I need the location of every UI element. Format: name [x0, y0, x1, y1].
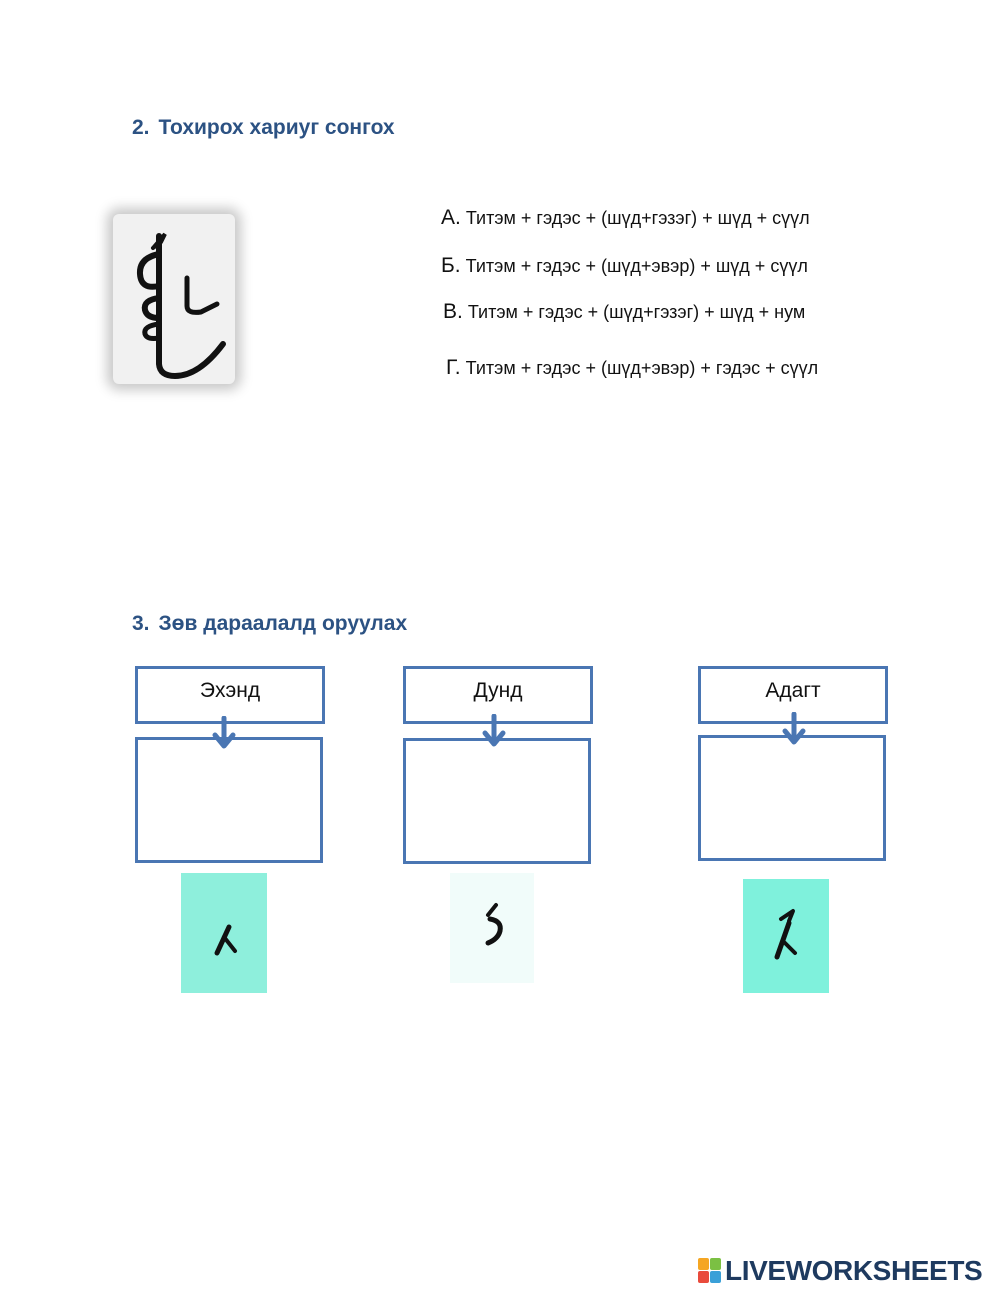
question-3-title — [132, 612, 407, 636]
option-b[interactable] — [441, 254, 808, 278]
arrow-down-icon — [482, 714, 506, 748]
drop-zone-end[interactable] — [698, 735, 886, 861]
label-box-end: Адагт — [698, 666, 888, 724]
question-3-number: 3. — [132, 612, 150, 635]
mongolian-script-word-glyph-icon — [113, 214, 235, 384]
mongolian-letter-variant-1-icon — [181, 873, 267, 993]
option-d-letter: Г. — [446, 356, 461, 379]
arrow-down-icon — [212, 716, 236, 750]
letter-tile-1[interactable] — [181, 873, 267, 993]
option-b-letter: Б. — [441, 254, 461, 277]
option-a-letter: А. — [441, 206, 461, 229]
option-c[interactable] — [443, 300, 805, 324]
option-a[interactable] — [441, 206, 810, 230]
arrow-down-icon — [782, 712, 806, 746]
option-d-text: Титэм + гэдэс + (шүд+эвэр) + гэдэс + сүүл — [465, 358, 819, 378]
mongolian-letter-variant-2-icon — [450, 873, 534, 983]
question-2-number: 2. — [132, 116, 150, 139]
liveworksheets-logo-icon — [698, 1258, 722, 1284]
liveworksheets-logo[interactable] — [698, 1256, 982, 1286]
question-2-title — [132, 116, 395, 140]
letter-tile-3[interactable] — [743, 879, 829, 993]
mongolian-letter-variant-3-icon — [743, 879, 829, 993]
mongolian-word-glyph-card — [113, 214, 235, 384]
question-2-title-text: Тохирох хариуг сонгох — [158, 116, 395, 139]
brand-name: LIVEWORKSHEETS — [725, 1255, 983, 1286]
question-3-title-text: Зөв дараалалд оруулах — [158, 612, 408, 635]
drop-zone-middle[interactable] — [403, 738, 591, 864]
option-c-text: Титэм + гэдэс + (шүд+гэзэг) + шүд + нум — [467, 302, 806, 322]
option-a-text: Титэм + гэдэс + (шүд+гэзэг) + шүд + сүүл — [465, 208, 810, 228]
label-box-beginning: Эхэнд — [135, 666, 325, 724]
option-b-text: Титэм + гэдэс + (шүд+эвэр) + шүд + сүүл — [465, 256, 808, 276]
drop-zone-beginning[interactable] — [135, 737, 323, 863]
letter-tile-2[interactable] — [450, 873, 534, 983]
label-box-middle: Дунд — [403, 666, 593, 724]
option-d[interactable] — [446, 356, 818, 380]
option-c-letter: В. — [443, 300, 463, 323]
